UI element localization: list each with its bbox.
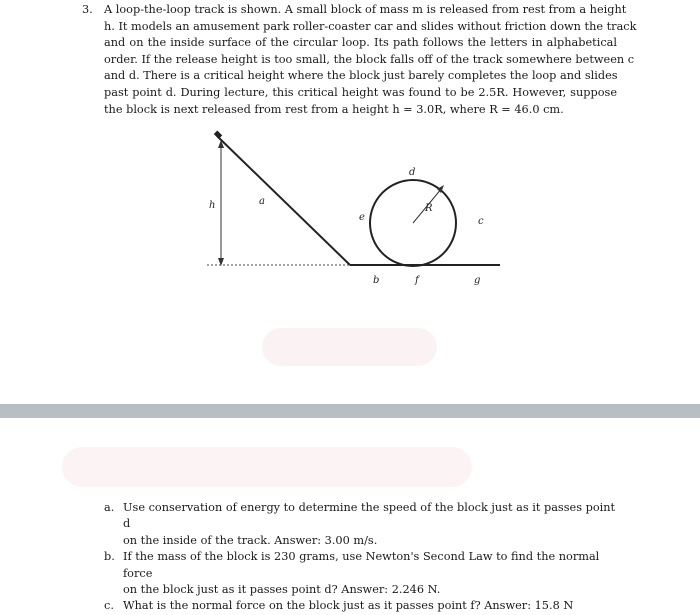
question-item-a <box>104 500 624 549</box>
question-line: on the block just as it passes point d? Answer: 2.246 N. <box>123 583 441 597</box>
question-item-c <box>104 598 624 614</box>
incline-track <box>217 136 350 265</box>
label-b: b <box>373 275 380 286</box>
question-item-b <box>104 549 624 598</box>
label-f: f <box>415 275 419 286</box>
blurred-region <box>262 328 437 366</box>
label-R: R <box>425 203 433 214</box>
problem-number: 3. <box>82 3 93 16</box>
question-label: b. <box>104 550 115 564</box>
label-h: h <box>209 200 216 211</box>
label-c: c <box>478 216 484 227</box>
label-d: d <box>409 167 416 178</box>
block-mass <box>214 130 223 138</box>
question-line: If the mass of the block is 230 grams, use Newton's Second Law to find the normal force <box>123 550 600 580</box>
question-label: a. <box>104 501 115 514</box>
question-label: c. <box>104 599 114 613</box>
problem-line: past point d. During lecture, this critical height was found to be 2.5R. However, suppose <box>104 85 617 99</box>
problem-line: and d. There is a critical height where the block just barely completes the loop and slides <box>104 69 618 83</box>
problem-line: order. If the release height is too small, the block falls off of the track somewhere between c <box>104 52 635 66</box>
loop-track-svg <box>195 120 505 290</box>
problem-line: the block is next released from rest from a height h = 3.0R, where R = 46.0 cm. <box>104 102 564 116</box>
label-g: g <box>474 275 481 286</box>
question-list <box>104 500 624 615</box>
problem-line: h. It models an amusement park roller-coaster car and slides without friction down the track <box>104 19 637 33</box>
loop-track-diagram <box>195 120 505 290</box>
question-line: on the inside of the track. Answer: 3.00 m/s. <box>123 533 378 547</box>
question-line: What is the normal force on the block just as it passes point f? Answer: 15.8 N <box>123 599 574 613</box>
label-e: e <box>359 212 365 223</box>
problem-line: and on the inside surface of the circular loop. Its path follows the letters in alphabetical <box>104 36 617 50</box>
divider-band <box>0 404 700 418</box>
label-a: a <box>259 196 265 207</box>
blurred-region <box>62 447 472 487</box>
problem-line: A loop-the-loop track is shown. A small block of mass m is released from rest from a height <box>104 3 627 16</box>
question-line: Use conservation of energy to determine the speed of the block just as it passes point d <box>123 501 616 531</box>
